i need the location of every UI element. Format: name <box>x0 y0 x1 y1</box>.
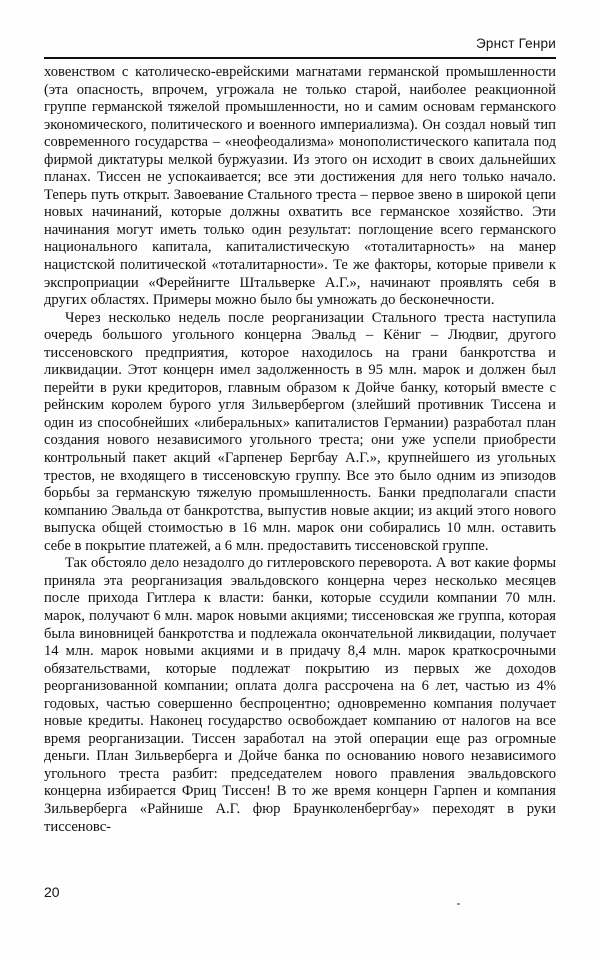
paragraph: Так обстояло дело незадолго до гитлеровского переворота. А вот какие формы приняла эта реорганизация эвальдовского концерна через несколько месяцев после прихода Гитлера к власти: банки, которые ссудили компании 70 млн. марок, получают 6 млн. марок новыми акциями; тиссеновская же группа, которая была виновницей банкротства и подлежала окончательной ликвидации, получает 14 млн. марок новыми акциями и в придачу 8,4 млн. марок краткосрочными обязательствами, которые подлежат покрытию из первых же доходов реорганизованной компании; оплата долга рассрочена на 6 лет, частью из 4% годовых, частью совершенно беспроцентно; одновременно компания получает новые кредиты. Наконец государство освобождает компанию от налогов на все время реорганизации. Тиссен заработал на этой операции еще раз огромные деньги. План Зильверберга и Дойче банка по основанию нового независимого угольного треста разбит: председателем нового правления эвальдовского концерна избирается Фриц Тиссен! В то же время концерн Гарпен и компания Зильверберга «Райнише А.Г. фюр Браунколенбергбау» переходят в руки тиссеновс- <box>44 555 556 835</box>
running-head: Эрнст Генри <box>476 36 556 51</box>
header-rule <box>44 57 556 59</box>
paragraph: Через несколько недель после реорганизации Стального треста наступила очередь большого угольного концерна Эвальд – Кёниг – Людвиг, другого тиссеновского предприятия, которое находилось на грани банкротства и ликвидации. Этот концерн имел задолженность в 95 млн. марок и должен был перейти в руки кредиторов, главным образом к Дойче банку, который вместе с рейнским королем бурого угля Зильвербергом (злейший противник Тиссена и один из способнейших «либеральных» капиталистов Германии) разработал план создания нового независимого угольного треста; они уже успели приобрести контрольный пакет акций «Гарпенер Бергбау А.Г.», крупнейшего из угольных трестов, не входящего в тиссеновскую группу. Все это было одним из эпизодов борьбы за германскую тяжелую промышленность. Банки предполагали спасти компанию Эвальда от банкротства, выпустив новые акции; из акций этого нового выпуска общей стоимостью в 16 млн. марок они собирались 10 млн. оставить себе в покрытие платежей, а 6 млн. предоставить тиссеновской группе. <box>44 309 556 554</box>
paragraph: ховенством с католическо-еврейскими магнатами германской промышленности (эта опасность, впрочем, угрожала не только старой, наиболее реакционной группе германской тяжелой промышленности, но и самим основам германского экономического, политического и военного империализма). Он создал новый тип современного государства – «неофеодализма» монополистического капитала под фирмой диктатуры мелкой буржуазии. Из этого он исходит в своих дальнейших планах. Тиссен не успокаивается; все эти достижения для него только начало. Теперь путь открыт. Завоевание Стального треста – первое звено в широкой цепи новых начинаний, которые должны охватить все германское хозяйство. Эти начинания могут иметь только один результат: поглощение всего германского национального капитала, капиталистическую «тоталитарность» на манер нацистской политической «тоталитарности». Те же факторы, которые привели к экспроприации «Ферейнигте Штальверке А.Г.», начинают проявлять себя в других областях. Примеры можно было бы умножать до бесконечности. <box>44 64 556 309</box>
page-number: 20 <box>44 884 60 900</box>
body-text-column <box>44 64 556 836</box>
scan-speck <box>457 903 460 905</box>
